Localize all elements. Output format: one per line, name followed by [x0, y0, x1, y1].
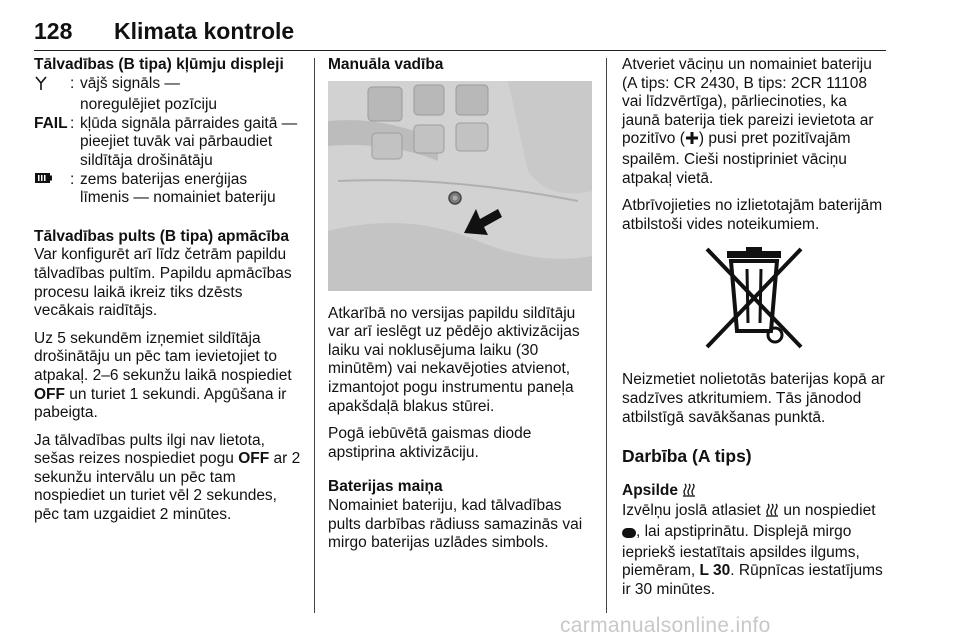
text-run: un nospiediet	[779, 502, 876, 520]
section-heading: Baterijas maiņa	[328, 478, 443, 496]
legend-row-weak-signal	[34, 75, 302, 97]
text-run: Apsilde	[622, 481, 678, 499]
watermark: carmanualsonline.info	[560, 614, 771, 637]
dashboard-photo	[328, 81, 592, 291]
confirm-button-icon	[622, 525, 636, 544]
off-button-label: OFF	[34, 385, 65, 403]
battery-icon	[34, 171, 70, 190]
paragraph	[622, 502, 886, 599]
text-run: ar 2 sekunžu intervālu un pēc tam nospiediet un turiet vēl 2 sekundes, pēc tam uzgaidiet 2 minūtes.	[34, 450, 301, 524]
text-run: Izvēlņu joslā atlasiet	[622, 502, 766, 520]
paragraph: Atbrīvojieties no izlietotajām baterijām atbilstoši vides noteikumiem.	[622, 197, 883, 233]
page-header	[34, 16, 886, 51]
legend-text: kļūda signāla pārraides gaitā —	[80, 114, 298, 132]
legend-colon: :	[70, 114, 75, 132]
section-heading: Darbība (A tips)	[622, 446, 752, 467]
page-number: 128	[34, 18, 73, 44]
legend-colon: :	[70, 74, 75, 92]
paragraph	[34, 330, 302, 423]
text-run: un turiet 1 sekundi. Apgūšana ir pabeigta.	[34, 385, 287, 422]
antenna-icon	[34, 75, 70, 97]
paragraph: Var konfigurēt arī līdz četrām papildu tālvadības pultīm. Papildu apmācības procesu laikā ikreiz tiks dzēsts vecākais raidītājs.	[34, 246, 292, 320]
crossed-out-bin-icon	[622, 243, 886, 361]
plus-icon	[685, 131, 699, 151]
display-code: L 30	[699, 562, 731, 580]
text-run: Uz 5 sekundēm izņemiet sildītāja drošinātāju un pēc tam ievietojiet to atpakaļ. 2–6 sekunžu laikā nospiediet	[34, 329, 292, 384]
legend-colon: :	[70, 170, 75, 188]
section-heading: Tālvadības (B tipa) kļūmju displeji	[34, 56, 284, 73]
text-run: Ja tālvadības pults ilgi nav lietota, sešas reizes nospiediet pogu	[34, 431, 265, 468]
heat-waves-icon	[765, 503, 779, 523]
page-title: Klimata kontrole	[114, 18, 295, 44]
paragraph: Neizmetiet nolietotās baterijas kopā ar sadzīves atkritumiem. Tās jānodod atbilstīgā savākšanas punktā.	[622, 371, 885, 426]
legend-text-cont: noregulējiet pozīciju	[80, 96, 218, 114]
legend-text: zems baterijas enerģijas	[80, 170, 248, 188]
column-left	[34, 56, 302, 534]
section-heading: Manuāla vadība	[328, 56, 444, 73]
column-middle	[328, 56, 594, 562]
paragraph	[622, 56, 886, 188]
heat-waves-icon	[682, 483, 696, 503]
section-heading: Tālvadības pults (B tipa) apmācība	[34, 227, 289, 245]
paragraph: Pogā iebūvētā gaismas diode apstiprina aktivizāciju.	[328, 425, 532, 461]
legend-row-battery	[34, 171, 302, 190]
text-run: ) pusi pret pozitīvajām spailēm. Cieši nostipriniet vāciņu atpakaļ vietā.	[622, 130, 851, 187]
legend-text: vājš signāls —	[80, 74, 180, 92]
column-divider	[606, 58, 607, 613]
legend-text-cont: pieejiet tuvāk vai pārbaudiet sildītāja drošinātāju	[80, 133, 273, 169]
text-run: , lai apstiprinātu. Displejā mirgo iepriekš iestatītais apsildes ilgums, piemēram,	[622, 522, 860, 580]
text-run: . Rūpnīcas iestatījums ir 30 minūtes.	[622, 562, 883, 598]
paragraph: Atkarībā no versijas papildu sildītāju var arī ieslēgt uz pēdējo aktivizācijas laiku vai noklusējuma laiku (30 minūtēm) vai nekavējoties atvienot, izmantojot pogu instrumentu paneļa apakšdaļā blakus stūrei.	[328, 304, 580, 415]
legend-row-fail	[34, 115, 302, 134]
fail-label: FAIL	[34, 114, 68, 132]
legend-text-cont: līmenis — nomainiet bateriju	[80, 189, 276, 207]
paragraph	[34, 432, 302, 525]
column-divider	[314, 58, 315, 613]
text-run: Atveriet vāciņu un nomainiet bateriju (A tips: CR 2430, B tips: 2CR 11108 vai līdzvērtīga), pārliecinoties, ka jaunā baterija tiek pareizi ievietota ar pozitīvo (	[622, 56, 874, 148]
section-subheading	[622, 482, 886, 503]
off-button-label: OFF	[238, 450, 270, 468]
column-right	[622, 56, 886, 608]
paragraph: Nomainiet bateriju, kad tālvadības pults darbības rādiuss samazinās vai mirgo baterijas uzlādes simbols.	[328, 496, 583, 552]
